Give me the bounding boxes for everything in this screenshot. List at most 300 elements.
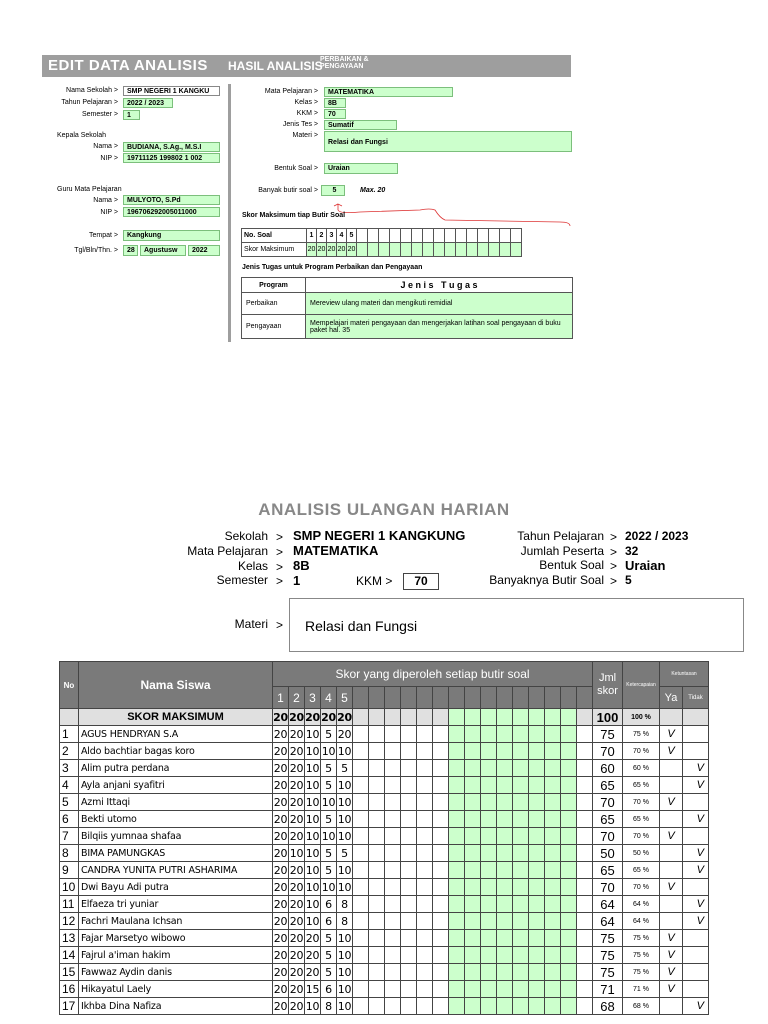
score-cell [513,743,529,760]
score-cell [449,879,465,896]
row-number: 16 [60,981,79,998]
score-cell [545,913,561,930]
score-cell: 10 [337,778,352,792]
score-cell [449,760,465,777]
total-score: 64 [593,896,623,913]
score-cell [529,760,545,777]
ketercapaian-percent: 70 % [623,794,660,811]
score-cell [417,760,433,777]
score-cell [529,879,545,896]
score-cell: 5 [321,777,337,794]
table-row [60,811,709,828]
bentuk-label: Bentuk Soal > [274,165,318,172]
row-number: 10 [60,879,79,896]
tuntas-tidak-check [683,964,709,981]
score-cell [513,913,529,930]
row-number [60,709,79,726]
score-cell: 20 [289,744,304,758]
score-cell [561,930,577,947]
score-cell [401,845,417,862]
table-row [60,964,709,981]
report-title: ANALISIS ULANGAN HARIAN [258,500,510,519]
score-cell [561,964,577,981]
score-cell [369,981,385,998]
program-name: Pengayaan [242,315,306,339]
table-row [60,760,709,777]
score-cell [433,777,449,794]
score-cell: 20 [337,710,352,724]
tempat-label: Tempat > [89,232,118,239]
tuntas-tidak-check [683,981,709,998]
semester-field[interactable]: 1 [123,110,140,120]
score-cell [481,930,497,947]
jenis-tes-field[interactable]: Sumatif [324,120,397,130]
kkm-value: 70 [403,573,439,590]
score-cell [497,777,513,794]
score-cell: 20 [273,778,288,792]
ketercapaian-percent: 100 % [623,709,660,726]
score-cell [385,709,401,726]
program-header: Program [242,278,306,293]
mapel-label: Mata Pelajaran [187,544,268,558]
total-score: 100 [593,709,623,726]
score-cell [497,709,513,726]
score-cell [529,845,545,862]
jenis-header: J e n i s T u g a s [306,278,573,293]
tuntas-ya-check: V [660,794,683,811]
score-cell [369,862,385,879]
student-name: Aldo bachtiar bagas koro [79,743,273,760]
materi-field[interactable]: Relasi dan Fungsi [324,131,572,152]
soal-number-header [481,687,497,709]
score-cell [353,726,369,743]
score-cell [401,726,417,743]
score-cell [353,896,369,913]
ketercapaian-percent: 75 % [623,930,660,947]
score-cell [401,760,417,777]
soal-number-header [561,687,577,709]
student-name: Fajrul a'iman hakim [79,947,273,964]
score-cell: 10 [305,761,320,775]
score-cell: 20 [305,948,320,962]
total-score: 65 [593,811,623,828]
score-cell: 5 [321,964,337,981]
score-cell: 20 [273,897,288,911]
score-cell: 20 [289,914,304,928]
skor-max-cell[interactable]: 20 [347,243,357,257]
skor-max-cell[interactable]: 20 [307,243,317,257]
row-number: 7 [60,828,79,845]
score-cell [481,964,497,981]
score-cell: 10 [321,829,336,843]
jenis-heading: Jenis Tugas untuk Program Perbaikan dan Pengayaan [242,264,423,271]
score-cell [433,709,449,726]
score-cell [513,879,529,896]
score-cell: 20 [337,727,352,741]
score-cell [529,964,545,981]
score-cell [385,794,401,811]
score-cell: 20 [289,795,304,809]
butir-value: 5 [625,573,632,587]
student-name: Elfaeza tri yuniar [79,896,273,913]
tgl-year-field[interactable]: 2022 [188,245,220,256]
kkm-label: KKM > [296,110,318,117]
kepala-nama-label: Nama > [93,143,118,150]
score-cell [385,913,401,930]
guru-nip-field[interactable]: 196706292005011000 [123,207,220,217]
student-name: Ayla anjani syafitri [79,777,273,794]
edit-title-bar [42,55,571,77]
tuntas-tidak-check: V [683,913,709,930]
score-cell [369,794,385,811]
year-label: Tahun Pelajaran > [61,99,118,106]
score-cell [417,947,433,964]
score-cell [465,743,481,760]
score-cell: 20 [273,846,288,860]
score-cell [417,828,433,845]
mapel-field[interactable]: MATEMATIKA [324,87,453,97]
col-ketuntasan-header: Ketuntasan [660,662,709,687]
total-score: 71 [593,981,623,998]
ketercapaian-percent: 64 % [623,896,660,913]
score-cell: 20 [273,829,288,843]
score-cell: 10 [305,846,320,860]
score-cell [545,811,561,828]
score-cell [401,998,417,1015]
score-cell [497,964,513,981]
guru-heading: Guru Mata Pelajaran [57,186,122,193]
score-cell [577,794,593,811]
score-cell [497,998,513,1015]
score-cell: 20 [273,744,288,758]
tuntas-ya-check [660,777,683,794]
score-cell [369,964,385,981]
total-score: 60 [593,760,623,777]
student-name: CANDRA YUNITA PUTRI ASHARIMA [79,862,273,879]
gt-symbol: > [276,574,284,588]
score-cell [497,862,513,879]
score-cell [481,981,497,998]
score-cell: 5 [321,862,337,879]
score-cell: 20 [273,880,288,894]
score-cell [529,862,545,879]
tab-perbaikan-pengayaan[interactable]: PERBAIKAN & PENGAYAAN [320,56,369,70]
total-score: 70 [593,794,623,811]
soal-number-header [529,687,545,709]
kepala-nama-field[interactable]: BUDIANA, S.Ag., M.S.I [123,142,220,152]
score-cell [545,760,561,777]
score-cell [385,845,401,862]
guru-nama-label: Nama > [93,197,118,204]
score-cell [529,896,545,913]
score-cell: 20 [289,761,304,775]
score-cell [433,879,449,896]
score-cell [401,930,417,947]
score-cell [529,709,545,726]
score-cell: 20 [289,999,304,1013]
skor-max-cell[interactable]: 20 [327,243,337,257]
score-cell [417,811,433,828]
sekolah-value: SMP NEGERI 1 KANGKUNG [293,528,466,543]
student-name: Azmi Ittaqi [79,794,273,811]
soal-number-header [417,687,433,709]
row-number: 3 [60,760,79,777]
row-number: 11 [60,896,79,913]
score-cell [369,760,385,777]
tuntas-ya-check: V [660,947,683,964]
tuntas-ya-check [660,896,683,913]
score-cell [561,845,577,862]
soal-number-header [369,687,385,709]
row-number: 12 [60,913,79,930]
score-cell [561,913,577,930]
gt-symbol: > [276,618,284,632]
score-cell [577,726,593,743]
score-cell: 6 [321,913,337,930]
tab-hasil-analisis[interactable]: HASIL ANALISIS [228,59,323,73]
ketercapaian-percent: 64 % [623,913,660,930]
score-cell [417,896,433,913]
kelas-value: 8B [293,558,310,573]
score-cell [369,879,385,896]
score-cell [449,947,465,964]
program-name: Perbaikan [242,293,306,315]
kepala-nip-field[interactable]: 19711125 199802 1 002 [123,153,220,163]
school-field[interactable]: SMP NEGERI 1 KANGKU [123,86,220,96]
total-score: 75 [593,964,623,981]
program-task-field[interactable]: Mempelajari materi pengayaan dan mengerjakan latihan soal pengayaan di buku paket hal. 35 [306,315,573,339]
score-cell: 20 [289,829,304,843]
score-cell [401,811,417,828]
soal-number-header: 1 [273,687,289,709]
score-cell: 10 [289,846,304,860]
student-name: Fajar Marsetyo wibowo [79,930,273,947]
jenis-tes-label: Jenis Tes > [282,121,318,128]
ketercapaian-percent: 70 % [623,828,660,845]
soal-number-header [353,687,369,709]
gt-symbol: > [276,545,284,559]
score-cell [497,879,513,896]
score-cell [481,862,497,879]
butir-label: Banyak butir soal > [258,187,318,194]
score-cell: 6 [321,896,337,913]
student-name: AGUS HENDRYAN S.A [79,726,273,743]
score-cell: 8 [337,896,353,913]
table-row [60,828,709,845]
tuntas-ya-check: V [660,879,683,896]
score-cell [401,709,417,726]
score-cell [433,981,449,998]
score-cell [545,896,561,913]
tuntas-tidak-check: V [683,862,709,879]
materi-label: Materi > [292,132,318,139]
score-cell [449,726,465,743]
score-cell: 10 [305,829,320,843]
total-score: 68 [593,998,623,1015]
score-cell: 20 [273,812,288,826]
skor-max-cell[interactable]: 20 [337,243,347,257]
score-cell [465,947,481,964]
soal-number-header: 2 [289,687,305,709]
score-cell [497,930,513,947]
program-task-field[interactable]: Mereview ulang materi dan mengikuti remidial [306,293,573,315]
score-cell [561,828,577,845]
score-cell: 10 [305,880,320,894]
score-cell [353,777,369,794]
score-cell [465,981,481,998]
score-cell: 20 [289,710,304,724]
score-cell [401,879,417,896]
guru-nama-field[interactable]: MULYOTO, S.Pd [123,195,220,205]
table-row [60,947,709,964]
score-cell [513,777,529,794]
score-cell [369,947,385,964]
score-cell [449,998,465,1015]
year-field[interactable]: 2022 / 2023 [123,98,173,108]
score-cell [465,760,481,777]
score-cell [481,811,497,828]
score-cell [481,947,497,964]
score-cell [433,947,449,964]
score-cell [417,862,433,879]
score-cell [465,777,481,794]
score-cell: 20 [273,761,288,775]
student-name: Hikayatul Laely [79,981,273,998]
butir-field[interactable]: 5 [321,185,345,196]
jenis-tugas-table [241,277,573,339]
col-ya-header: Ya [660,687,683,709]
skor-heading: Skor Maksimum tiap Butir Soal [242,212,346,219]
tgl-label: Tgl/Bln/Thn. > [74,247,118,254]
score-cell [353,743,369,760]
tuntas-tidak-check [683,879,709,896]
total-score: 64 [593,913,623,930]
score-cell [497,794,513,811]
kelas-field[interactable]: 8B [324,98,346,108]
score-cell: 10 [337,982,352,996]
score-cell: 20 [289,931,304,945]
row-number: 2 [60,743,79,760]
semester-label: Semester [216,573,268,587]
score-cell [545,726,561,743]
bentuk-field[interactable]: Uraian [324,163,398,174]
gt-symbol: > [610,574,618,588]
score-cell [465,964,481,981]
score-cell: 10 [337,795,352,809]
score-cell [545,845,561,862]
bentuk-label: Bentuk Soal [539,558,604,572]
score-cell [465,879,481,896]
score-cell [561,862,577,879]
score-cell [497,811,513,828]
tuntas-ya-check [660,998,683,1015]
total-score: 65 [593,862,623,879]
score-cell: 8 [321,998,337,1015]
score-cell [561,947,577,964]
score-cell [577,760,593,777]
tempat-field[interactable]: Kangkung [123,230,220,241]
score-cell: 10 [305,863,320,877]
score-cell [561,726,577,743]
table-row [60,981,709,998]
score-cell [401,913,417,930]
soal-number: 1 [307,229,317,243]
score-cell [561,709,577,726]
student-name: Fawwaz Aydin danis [79,964,273,981]
score-cell [417,964,433,981]
soal-number-header [577,687,593,709]
skor-maksimum-label: SKOR MAKSIMUM [79,709,273,726]
ketercapaian-percent: 65 % [623,862,660,879]
mapel-value: MATEMATIKA [293,543,379,558]
score-cell [449,777,465,794]
tgl-month-field[interactable]: Agustusw [140,245,186,256]
score-cell [561,777,577,794]
tuntas-tidak-check: V [683,845,709,862]
score-cell: 20 [273,914,288,928]
tuntas-tidak-check [683,709,709,726]
score-cell [401,862,417,879]
score-cell [417,981,433,998]
score-cell [497,726,513,743]
score-cell [353,760,369,777]
skor-max-cell[interactable]: 20 [317,243,327,257]
score-cell: 20 [273,999,288,1013]
score-cell: 10 [337,863,352,877]
score-cell: 10 [321,744,336,758]
score-cell: 10 [305,744,320,758]
score-cell [513,862,529,879]
ketercapaian-percent: 60 % [623,760,660,777]
score-cell [513,981,529,998]
score-cell [433,726,449,743]
tgl-day-field[interactable]: 28 [123,245,138,256]
score-cell [401,777,417,794]
semester-label: Semester > [82,111,118,118]
score-cell [481,879,497,896]
kkm-field[interactable]: 70 [324,109,346,119]
score-cell [497,947,513,964]
ketercapaian-percent: 50 % [623,845,660,862]
score-cell: 20 [289,897,304,911]
col-skor-header: Skor yang diperoleh setiap butir soal [273,662,593,687]
score-cell [497,760,513,777]
soal-number: 4 [337,229,347,243]
score-cell [369,998,385,1015]
score-cell: 10 [337,812,352,826]
score-cell [529,998,545,1015]
total-score: 65 [593,777,623,794]
score-cell [481,743,497,760]
score-cell [385,896,401,913]
score-cell [385,743,401,760]
score-cell: 10 [305,999,320,1013]
score-cell [545,777,561,794]
tuntas-ya-check [660,862,683,879]
score-cell [369,811,385,828]
col-jml-header: Jml skor [593,662,623,709]
score-cell [497,896,513,913]
ketercapaian-percent: 68 % [623,998,660,1015]
score-cell [353,811,369,828]
score-cell: 20 [321,710,336,724]
score-cell [401,743,417,760]
tuntas-ya-check [660,913,683,930]
soal-number-header [465,687,481,709]
tuntas-tidak-check [683,930,709,947]
table-row [60,743,709,760]
mapel-label: Mata Pelajaran > [264,88,318,95]
